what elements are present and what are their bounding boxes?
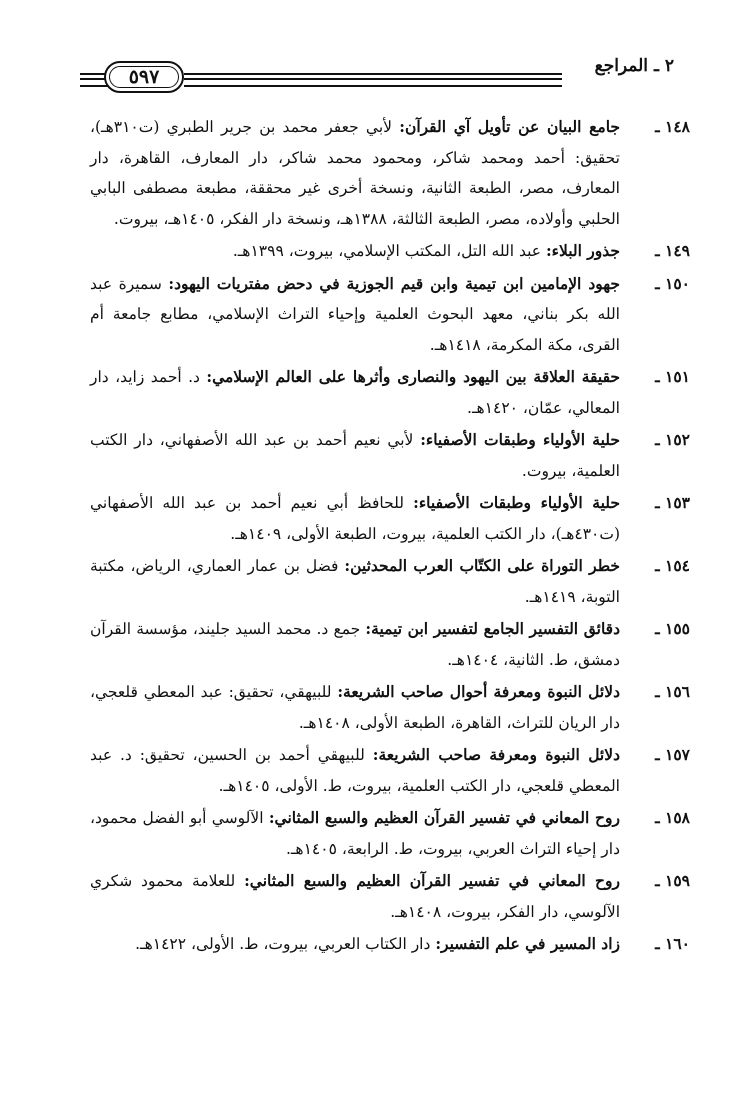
page-number-frame	[104, 61, 184, 93]
entry-text: للعلامة محمود شكري الآلوسي، دار الفكر، بيروت، ١٤٠٨هـ.	[90, 872, 620, 921]
entry-number: ١٥٣ ـ	[655, 493, 690, 512]
entry-title: روح المعاني في تفسير القرآن العظيم والسبع المثاني:	[268, 808, 620, 827]
reference-entry	[90, 269, 690, 361]
header-rule	[80, 85, 108, 87]
header-rule	[184, 78, 562, 80]
entry-title: جهود الإمامين ابن تيمية وابن قيم الجوزية في دحض مفتريات اليهود:	[168, 273, 620, 293]
entry-text: د. أحمد زايد، دار المعالي، عمّان، ١٤٢٠هـ.	[90, 368, 620, 417]
entry-text: جمع د. محمد السيد جليند، مؤسسة القرآن دمشق، ط. الثانية، ١٤٠٤هـ.	[90, 620, 620, 669]
entry-text: عبد الله التل، المكتب الإسلامي، بيروت، ١٣٩٩هـ.	[232, 242, 546, 260]
entry-title: زاد المسير في علم التفسير:	[435, 934, 620, 953]
reference-entry	[90, 929, 690, 960]
entry-number: ١٤٩ ـ	[655, 241, 690, 260]
reference-entry	[90, 866, 690, 927]
entry-number: ١٥٥ ـ	[655, 619, 690, 638]
entry-number: ١٥٩ ـ	[655, 871, 690, 890]
entry-text: دار الكتاب العربي، بيروت، ط. الأولى، ١٤٢٢هـ.	[135, 935, 436, 953]
entry-text: سميرة عبد الله بكر بناني، معهد البحوث العلمية وإحياء التراث الإسلامي، مطابع جامعة أم القرى، مكة المكرمة، ١٤١٨هـ.	[90, 274, 620, 354]
entry-title: حلية الأولياء وطبقات الأصفياء:	[413, 493, 620, 512]
entry-text: لأبي جعفر محمد بن جرير الطبري (ت٣١٠هـ)، تحقيق: أحمد ومحمد شاكر، ومحمود محمد شاكر، دار المعارف، القاهرة، دار المعارف، مصر، الطبعة الثانية، ونسخة أخرى غير محققة، مطبعة مصطفى البابي الحلبي وأولاده، مصر، الطبعة الثالثة، ١٣٨٨هـ، ونسخة دار الفكر، ١٤٠٥هـ، بيروت.	[90, 118, 620, 228]
entry-number: ١٦٠ ـ	[655, 934, 690, 953]
entry-text: فضل بن عمار العماري، الرياض، مكتبة التوبة، ١٤١٩هـ.	[90, 557, 620, 606]
entry-title: جذور البلاء:	[545, 241, 620, 260]
reference-entry	[90, 236, 690, 267]
entry-title: خطر التوراة على الكتّاب العرب المحدثين:	[344, 556, 620, 575]
entry-number: ١٥٢ ـ	[655, 430, 690, 449]
page-header	[74, 52, 674, 98]
reference-entry	[90, 614, 690, 675]
reference-entry	[90, 362, 690, 423]
entry-title: حلية الأولياء وطبقات الأصفياء:	[420, 430, 620, 449]
entry-number: ١٤٨ ـ	[655, 117, 690, 136]
reference-entry	[90, 112, 690, 234]
entry-title: روح المعاني في تفسير القرآن العظيم والسبع المثاني:	[244, 871, 620, 890]
header-rule	[184, 73, 562, 75]
entry-text: الآلوسي أبو الفضل محمود، دار إحياء التراث العربي، بيروت، ط. الرابعة، ١٤٠٥هـ.	[90, 809, 620, 858]
reference-entry	[90, 677, 690, 738]
entry-title: جامع البيان عن تأويل آي القرآن:	[399, 117, 620, 136]
reference-entry	[90, 488, 690, 549]
entry-title: دقائق التفسير الجامع لتفسير ابن تيمية:	[365, 619, 620, 638]
entry-number: ١٥١ ـ	[655, 367, 690, 386]
entry-number: ١٥٧ ـ	[655, 745, 690, 764]
reference-entry	[90, 740, 690, 801]
reference-entry	[90, 803, 690, 864]
entry-text: للبيهقي أحمد بن الحسين، تحقيق: د. عبد المعطي قلعجي، دار الكتب العلمية، بيروت، ط. الأولى، ١٤٠٥هـ.	[90, 746, 620, 795]
header-rule	[184, 85, 562, 87]
reference-entry	[90, 551, 690, 612]
reference-entry	[90, 425, 690, 486]
page-number: ٥٩٧	[128, 66, 160, 88]
entry-number: ١٥٠ ـ	[655, 273, 690, 293]
entry-number: ١٥٦ ـ	[655, 682, 690, 701]
entry-number: ١٥٤ ـ	[655, 556, 690, 575]
entry-text: للبيهقي، تحقيق: عبد المعطي قلعجي، دار الريان للتراث، القاهرة، الطبعة الأولى، ١٤٠٨هـ.	[90, 683, 620, 732]
entry-title: دلائل النبوة ومعرفة صاحب الشريعة:	[372, 745, 620, 764]
entry-number: ١٥٨ ـ	[655, 808, 690, 827]
section-title: ٢ ـ المراجع	[594, 56, 674, 76]
entry-text: لأبي نعيم أحمد بن عبد الله الأصفهاني، دار الكتب العلمية، بيروت.	[90, 431, 620, 480]
entry-title: حقيقة العلاقة بين اليهود والنصارى وأثرها على العالم الإسلامي:	[206, 367, 620, 386]
entry-text: للحافظ أبي نعيم أحمد بن عبد الله الأصفهاني (ت٤٣٠هـ)، دار الكتب العلمية، بيروت، الطبعة الأولى، ١٤٠٩هـ.	[90, 494, 620, 543]
entry-title: دلائل النبوة ومعرفة أحوال صاحب الشريعة:	[337, 682, 620, 701]
references-list	[90, 112, 690, 962]
